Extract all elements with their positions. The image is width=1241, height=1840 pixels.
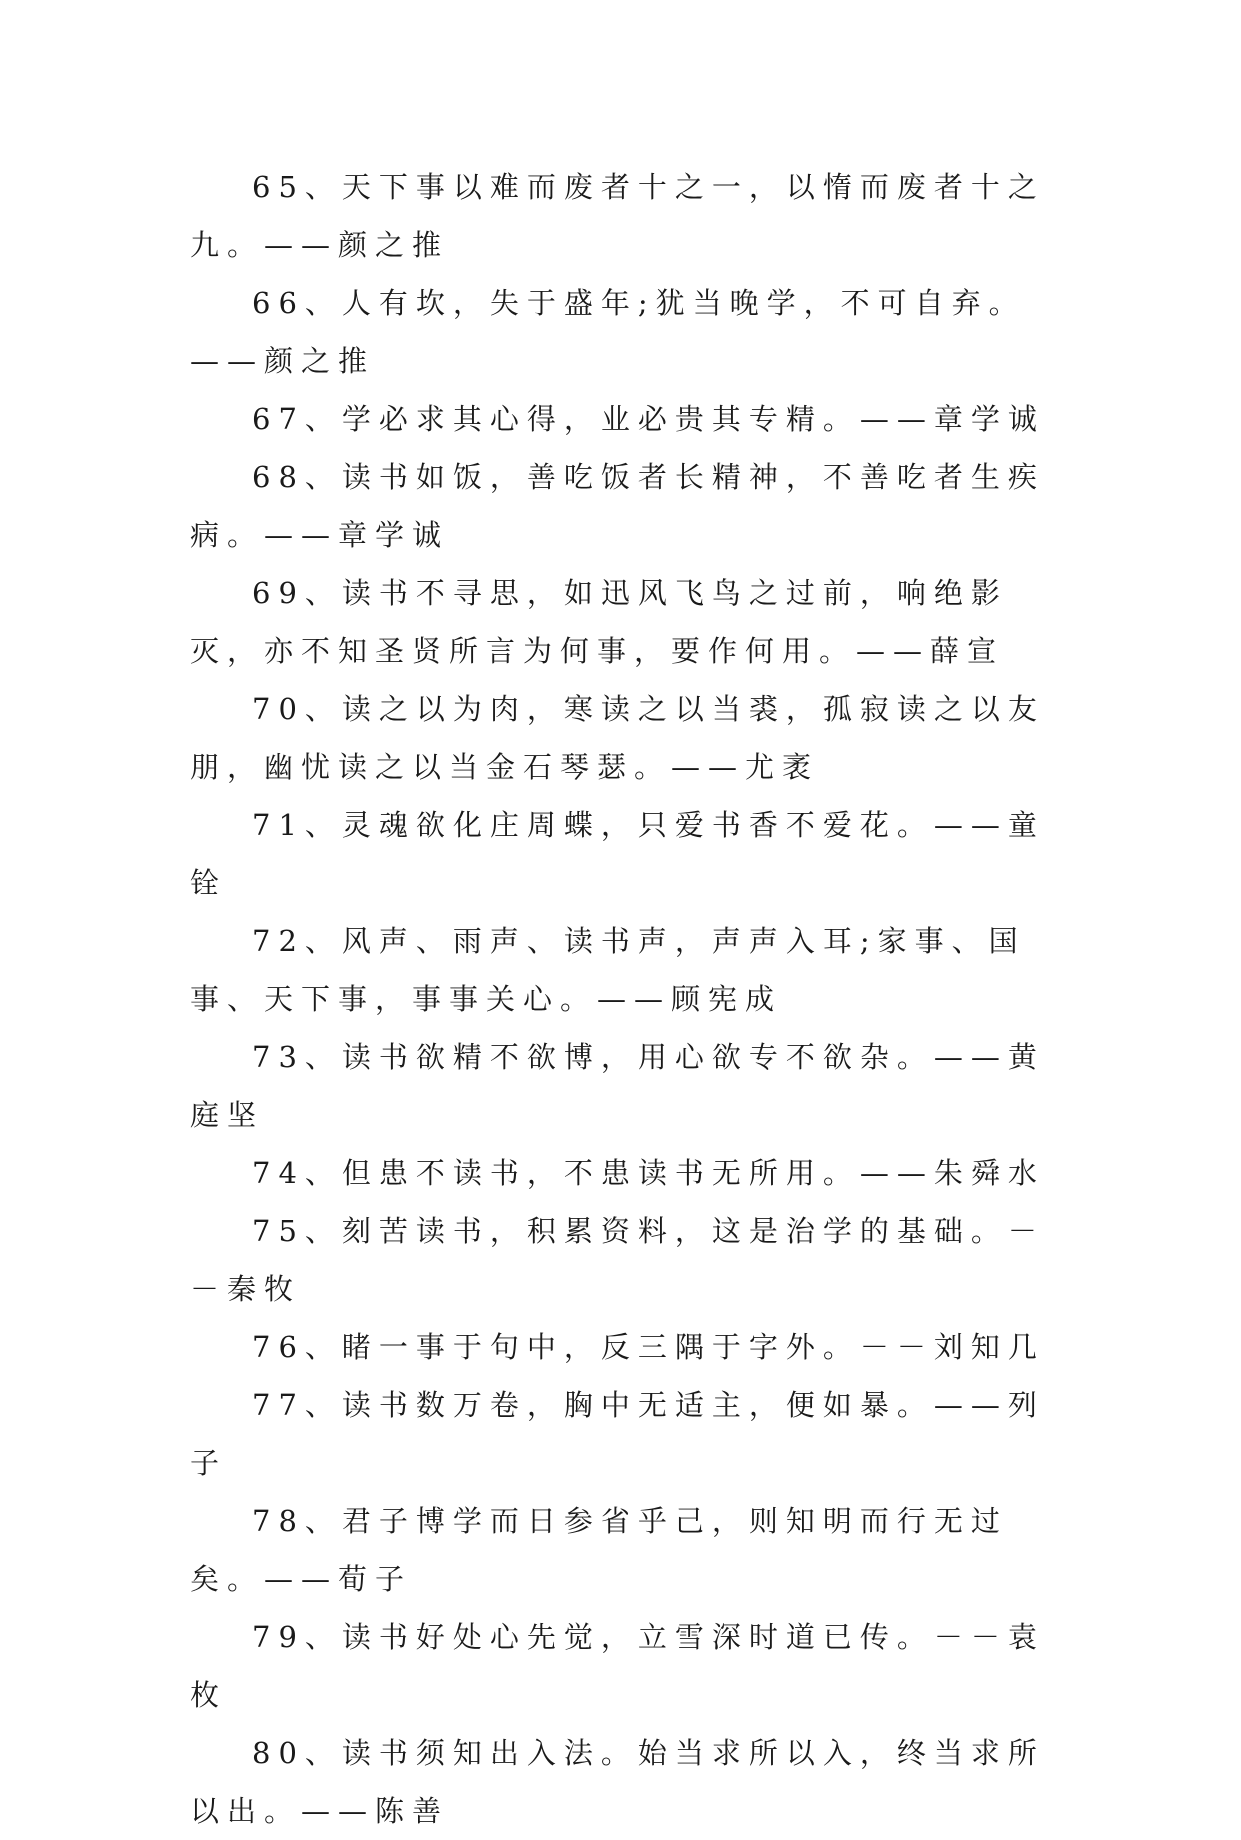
- quote-66: 66、人有坎，失于盛年;犹当晚学，不可自弃。——颜之推: [190, 286, 1026, 378]
- quote-77: 77、读书数万卷，胸中无适主，便如暴。——列子: [190, 1388, 1045, 1480]
- quote-67: 67、学必求其心得，业必贵其专精。——章学诚: [252, 402, 1045, 436]
- quote-73: 73、读书欲精不欲博，用心欲专不欲杂。——黄庭坚: [190, 1040, 1045, 1132]
- quote-72: 72、风声、雨声、读书声，声声入耳;家事、国事、天下事，事事关心。——顾宪成: [190, 924, 1026, 1016]
- quote-71: 71、灵魂欲化庄周蝶，只爱书香不爱花。——童铨: [190, 808, 1045, 900]
- quote-69: 69、读书不寻思，如迅风飞鸟之过前，响绝影灭，亦不知圣贤所言为何事，要作何用。——薛宣: [190, 576, 1008, 668]
- quote-80: 80、读书须知出入法。始当求所以入，终当求所以出。——陈善: [190, 1736, 1045, 1828]
- quote-74: 74、但患不读书，不患读书无所用。——朱舜水: [252, 1156, 1045, 1190]
- quote-75: 75、刻苦读书，积累资料，这是治学的基础。－－秦牧: [190, 1214, 1045, 1306]
- quote-79: 79、读书好处心先觉，立雪深时道已传。－－袁枚: [190, 1620, 1045, 1712]
- quote-65: 65、天下事以难而废者十之一，以惰而废者十之九。——颜之推: [190, 170, 1045, 262]
- quote-list: [190, 158, 1055, 1840]
- quote-78: 78、君子博学而日参省乎己，则知明而行无过矣。——荀子: [190, 1504, 1008, 1596]
- quote-76: 76、睹一事于句中，反三隅于字外。－－刘知几: [252, 1330, 1045, 1364]
- quote-70: 70、读之以为肉，寒读之以当裘，孤寂读之以友朋，幽忧读之以当金石琴瑟。——尤袤: [190, 692, 1045, 784]
- quote-68: 68、读书如饭，善吃饭者长精神，不善吃者生疾病。——章学诚: [190, 460, 1045, 552]
